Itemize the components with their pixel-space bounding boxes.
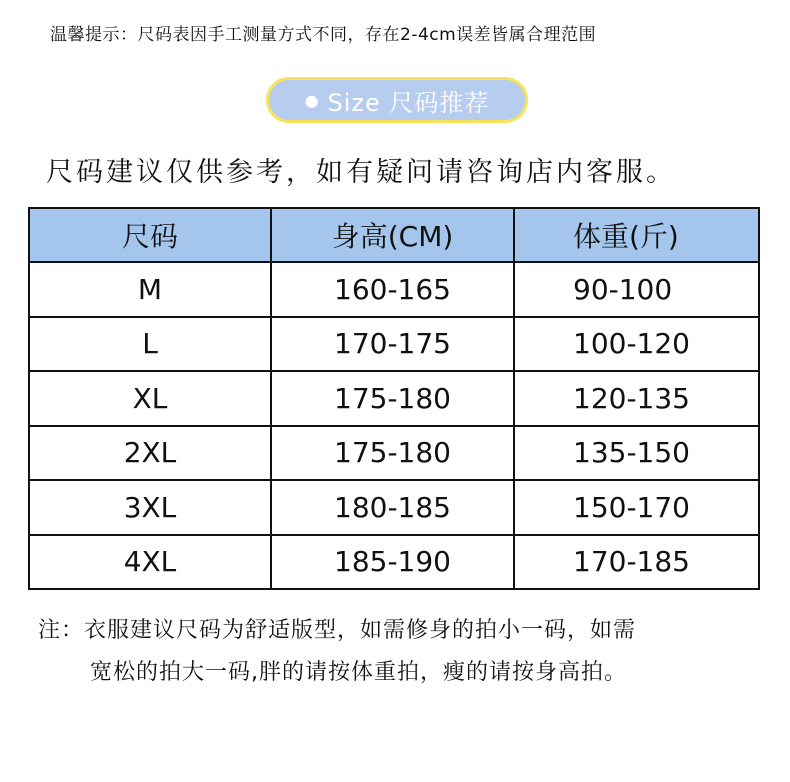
table-row [29, 535, 759, 590]
cell-size: XL [29, 371, 271, 426]
table-row [29, 371, 759, 426]
cell-size: L [29, 317, 271, 372]
bullet-dot-icon: ● [304, 90, 320, 110]
table-header-row [29, 208, 759, 262]
cell-height: 160-165 [271, 262, 514, 317]
cell-weight: 170-185 [514, 535, 759, 590]
cell-weight: 150-170 [514, 480, 759, 535]
table-row [29, 317, 759, 372]
size-table [28, 207, 760, 590]
note-line-1: 注：衣服建议尺码为舒适版型，如需修身的拍小一码，如需 [38, 618, 637, 643]
size-badge-label: Size 尺码推荐 [327, 88, 490, 117]
tip-text: 温馨提示：尺码表因手工测量方式不同，存在2-4cm误差皆属合理范围 [50, 25, 597, 45]
table-row [29, 426, 759, 481]
cell-height: 175-180 [271, 426, 514, 481]
cell-height: 180-185 [271, 480, 514, 535]
size-note [38, 610, 758, 694]
cell-size: 4XL [29, 535, 271, 590]
header-height: 身高(CM) [271, 208, 514, 262]
table-row [29, 262, 759, 317]
size-badge [266, 77, 528, 123]
cell-size: 2XL [29, 426, 271, 481]
intro-text: 尺码建议仅供参考，如有疑问请咨询店内客服。 [46, 157, 676, 188]
cell-height: 185-190 [271, 535, 514, 590]
table-row [29, 480, 759, 535]
cell-weight: 120-135 [514, 371, 759, 426]
header-size: 尺码 [29, 208, 271, 262]
cell-size: 3XL [29, 480, 271, 535]
note-line-2: 宽松的拍大一码,胖的请按体重拍，瘦的请按身高拍。 [90, 660, 627, 685]
header-weight: 体重(斤) [514, 208, 759, 262]
cell-height: 175-180 [271, 371, 514, 426]
cell-weight: 135-150 [514, 426, 759, 481]
cell-weight: 100-120 [514, 317, 759, 372]
cell-weight: 90-100 [514, 262, 759, 317]
cell-size: M [29, 262, 271, 317]
cell-height: 170-175 [271, 317, 514, 372]
